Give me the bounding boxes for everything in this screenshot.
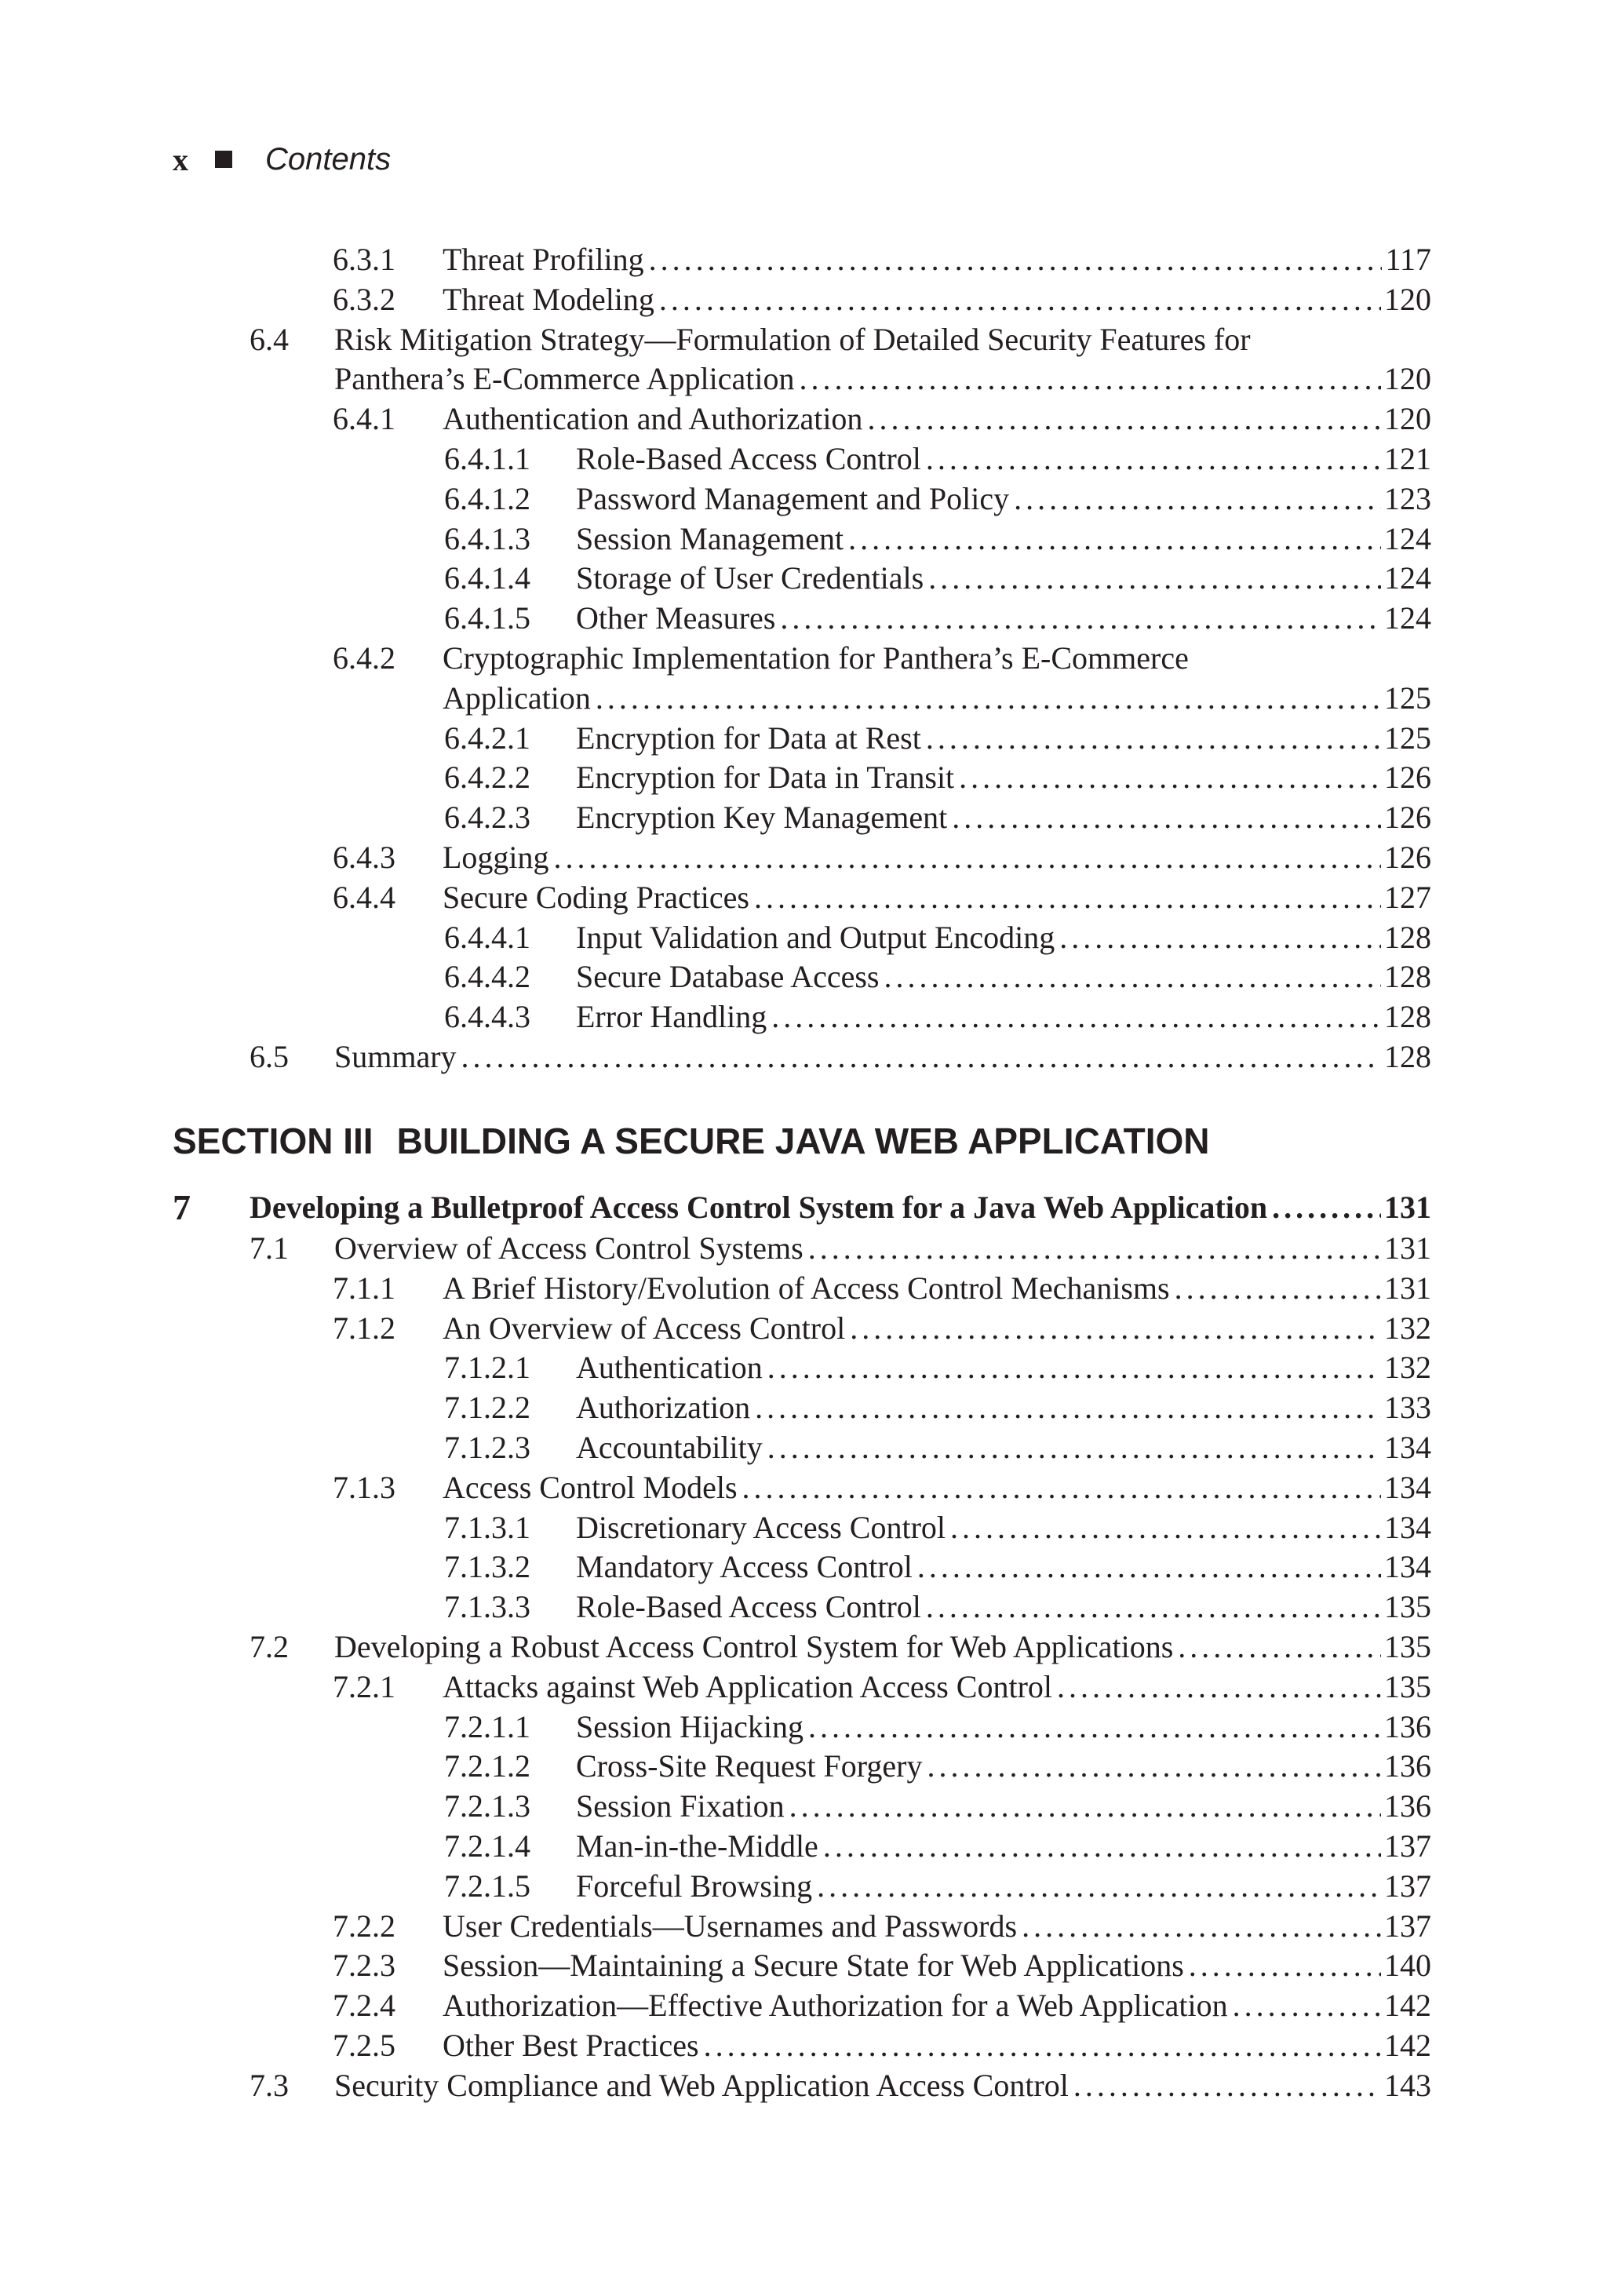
toc-entry-title: Authentication <box>576 1350 763 1386</box>
toc-entry[interactable] <box>0 997 1607 1037</box>
toc-entry-number: 7.1.2 <box>333 1310 395 1346</box>
toc-entry-page: 131 <box>1384 1270 1431 1306</box>
toc-entry-number: 6.4.2.2 <box>444 760 530 796</box>
toc-entry-page: 136 <box>1384 1748 1431 1784</box>
dot-leader <box>808 1229 1381 1268</box>
toc-entry-number: 7.2 <box>250 1629 289 1664</box>
toc-entry-title: Developing a Robust Access Control System for Web Applications <box>334 1629 1174 1664</box>
toc-entry-number: 7.1.2.1 <box>444 1350 530 1386</box>
toc-entry-title: A Brief History/Evolution of Access Control Mechanisms <box>443 1270 1170 1306</box>
toc-entry-page: 125 <box>1384 720 1431 756</box>
toc-entry-page: 123 <box>1384 480 1431 516</box>
dot-leader <box>926 1587 1381 1627</box>
toc-entry-page: 117 <box>1385 242 1431 277</box>
toc-entry-number: 6.4.2.3 <box>444 800 530 836</box>
toc-entry-title: Cryptographic Implementation for Panthera’s E-Commerce <box>443 640 1189 676</box>
toc-entry-page: 136 <box>1384 1788 1431 1824</box>
toc-entry-number: 6.4.4.2 <box>444 959 530 995</box>
toc-entry-page: 137 <box>1384 1908 1431 1944</box>
toc-entry-number: 7.2.4 <box>333 1988 395 2024</box>
toc-entry-number: 6.3.1 <box>333 242 395 277</box>
toc-entry[interactable] <box>0 1229 1607 1268</box>
toc-entry[interactable] <box>0 1269 1607 1308</box>
toc-entry-number: 7.2.1.4 <box>444 1828 530 1864</box>
toc-entry-page: 124 <box>1384 600 1431 636</box>
toc-entry-page: 128 <box>1384 959 1431 995</box>
toc-entry-page: 120 <box>1384 281 1431 317</box>
toc-entry-number: 7.2.3 <box>333 1948 395 1984</box>
toc-entry-page: 135 <box>1384 1629 1431 1664</box>
toc-entry[interactable] <box>0 838 1607 877</box>
square-bullet-icon <box>215 151 232 168</box>
toc-entry[interactable] <box>0 1907 1607 1946</box>
dot-leader <box>1272 1188 1381 1227</box>
toc-entry[interactable] <box>0 280 1607 319</box>
toc-entry[interactable] <box>0 1037 1607 1077</box>
chapter-entry[interactable] <box>0 1188 1607 1227</box>
dot-leader <box>1014 479 1381 519</box>
toc-entry-title: Authorization <box>576 1390 751 1426</box>
section-label: SECTION III <box>173 1121 374 1161</box>
toc-entry[interactable] <box>0 240 1607 279</box>
dot-leader <box>1022 1907 1381 1946</box>
toc-entry-number: 6.4.4 <box>333 879 395 915</box>
toc-entry-page: 126 <box>1384 800 1431 836</box>
toc-entry-number: 6.4.2.1 <box>444 720 530 756</box>
toc-entry-page: 133 <box>1384 1390 1431 1426</box>
toc-entry[interactable] <box>0 639 1607 678</box>
toc-entry-number: 7.2.1.2 <box>444 1748 530 1784</box>
dot-leader <box>704 2026 1381 2065</box>
toc-entry-title: Session—Maintaining a Secure State for Web Applications <box>443 1948 1184 1984</box>
toc-entry-page: 143 <box>1384 2067 1431 2103</box>
toc-entry-title: Threat Profiling <box>443 242 644 277</box>
dot-leader <box>780 599 1381 638</box>
toc-entry-page: 134 <box>1384 1549 1431 1585</box>
toc-entry-title: Role-Based Access Control <box>576 441 921 476</box>
toc-entry-title: Overview of Access Control Systems <box>334 1230 804 1266</box>
toc-entry-number: 6.4.1.1 <box>444 441 530 476</box>
toc-entry-page: 132 <box>1384 1350 1431 1386</box>
running-title: Contents <box>265 141 392 177</box>
toc-entry-page: 126 <box>1384 840 1431 875</box>
dot-leader <box>926 719 1381 758</box>
running-header <box>173 138 391 180</box>
toc-entry-title: Secure Database Access <box>576 959 880 995</box>
toc-entry-title: Other Measures <box>576 600 776 636</box>
dot-leader <box>1059 918 1381 957</box>
dot-leader <box>767 1348 1381 1387</box>
toc-entry[interactable] <box>0 439 1607 479</box>
toc-entry-number: 7.1.3 <box>333 1469 395 1505</box>
toc-entry[interactable] <box>0 1428 1607 1467</box>
toc-entry-number: 7.2.1 <box>333 1668 395 1704</box>
toc-entry-page: 137 <box>1384 1868 1431 1904</box>
dot-leader <box>823 1827 1381 1866</box>
toc-entry-page: 128 <box>1384 999 1431 1035</box>
toc-entry-title: Session Management <box>576 520 844 556</box>
toc-entry-number: 7.2.2 <box>333 1908 395 1944</box>
dot-leader <box>771 997 1381 1037</box>
toc-entry-title: An Overview of Access Control <box>443 1310 846 1346</box>
toc-entry-page: 125 <box>1384 680 1431 716</box>
dot-leader <box>952 798 1381 837</box>
toc-entry-title: Authentication and Authorization <box>443 401 863 437</box>
toc-entry-title: Accountability <box>576 1430 763 1465</box>
dot-leader <box>554 838 1381 877</box>
dot-leader <box>848 519 1381 559</box>
toc-entry-page: 128 <box>1384 1039 1431 1074</box>
toc-entry-page: 128 <box>1384 919 1431 955</box>
toc-entry[interactable] <box>0 1388 1607 1427</box>
toc-entry-title: Storage of User Credentials <box>576 560 924 596</box>
toc-entry-title: Forceful Browsing <box>576 1868 813 1904</box>
toc-entry-title: Input Validation and Output Encoding <box>576 919 1055 955</box>
toc-entry-number: 7.1.3.3 <box>444 1589 530 1625</box>
toc-entry[interactable] <box>0 1468 1607 1507</box>
toc-entry-page: 121 <box>1384 441 1431 476</box>
dot-leader <box>850 1309 1381 1348</box>
dot-leader <box>884 957 1381 997</box>
toc-entry[interactable] <box>0 1867 1607 1906</box>
toc-entry[interactable] <box>0 1587 1607 1627</box>
dot-leader <box>959 758 1381 797</box>
chapter-number: 7 <box>173 1187 191 1227</box>
toc-entry[interactable] <box>0 1547 1607 1587</box>
toc-entry-page: 142 <box>1384 1988 1431 2024</box>
toc-entry[interactable] <box>0 1309 1607 1348</box>
toc-entry[interactable] <box>0 320 1607 359</box>
toc-entry-number: 6.4 <box>250 321 289 357</box>
dot-leader <box>928 559 1381 598</box>
dot-leader <box>755 1388 1381 1427</box>
toc-entry-number: 7.1.1 <box>333 1270 395 1306</box>
toc-entry-title: Secure Coding Practices <box>443 879 749 915</box>
toc-entry-title: Mandatory Access Control <box>576 1549 913 1585</box>
toc-entry-page: 124 <box>1384 560 1431 596</box>
dot-leader <box>808 1707 1381 1747</box>
toc-entry-title: Error Handling <box>576 999 767 1035</box>
toc-entry[interactable] <box>0 798 1607 837</box>
toc-entry-title: Authorization—Effective Authorization for a Web Application <box>443 1988 1228 2024</box>
dot-leader <box>742 1468 1381 1507</box>
toc-entry-title: Role-Based Access Control <box>576 1589 921 1625</box>
toc-entry-number: 6.4.4.3 <box>444 999 530 1035</box>
toc-entry-number: 6.5 <box>250 1039 289 1074</box>
toc-entry-page: 140 <box>1384 1948 1431 1984</box>
toc-entry-page: 142 <box>1384 2028 1431 2063</box>
toc-entry-number: 6.4.1.4 <box>444 560 530 596</box>
toc-entry-title: Access Control Models <box>443 1469 738 1505</box>
toc-entry-title: Attacks against Web Application Access Control <box>443 1668 1053 1704</box>
toc-entry-title: Panthera’s E-Commerce Application <box>334 361 795 397</box>
toc-entry-title: Threat Modeling <box>443 281 654 317</box>
toc-entry-page: 126 <box>1384 760 1431 796</box>
toc-entry[interactable] <box>0 1946 1607 1985</box>
toc-entry-title: Summary <box>334 1039 457 1074</box>
toc-entry[interactable] <box>0 1787 1607 1826</box>
dot-leader <box>1178 1627 1381 1667</box>
toc-entry[interactable] <box>0 1747 1607 1786</box>
toc-entry[interactable] <box>0 719 1607 758</box>
toc-entry[interactable] <box>0 2066 1607 2105</box>
toc-entry-title: Password Management and Policy <box>576 480 1010 516</box>
toc-entry-page: 124 <box>1384 520 1431 556</box>
toc-entry-number: 7.1.2.2 <box>444 1390 530 1426</box>
toc-entry-page: 137 <box>1384 1828 1431 1864</box>
toc-entry-page: 127 <box>1384 879 1431 915</box>
toc-entry-title: User Credentials—Usernames and Passwords <box>443 1908 1018 1944</box>
dot-leader <box>1175 1269 1381 1308</box>
toc-entry[interactable] <box>0 918 1607 957</box>
dot-leader <box>789 1787 1381 1826</box>
dot-leader <box>817 1867 1381 1906</box>
toc-entry-page: 132 <box>1384 1310 1431 1346</box>
toc-entry-number: 7.2.1.5 <box>444 1868 530 1904</box>
toc-entry-number: 7.1.3.1 <box>444 1509 530 1545</box>
toc-entry-page: 136 <box>1384 1708 1431 1744</box>
toc-entry-title: Session Hijacking <box>576 1708 804 1744</box>
dot-leader <box>926 439 1381 479</box>
dot-leader <box>917 1547 1381 1587</box>
toc-entry-number: 7.2.5 <box>333 2028 395 2063</box>
toc-entry-number: 7.2.1.3 <box>444 1788 530 1824</box>
dot-leader <box>659 280 1381 319</box>
toc-entry-page: 131 <box>1384 1230 1431 1266</box>
toc-entry-page: 120 <box>1384 401 1431 437</box>
toc-entry-number: 7.1.3.2 <box>444 1549 530 1585</box>
toc-entry-number: 6.4.1 <box>333 401 395 437</box>
dot-leader <box>800 359 1381 399</box>
toc-entry[interactable] <box>0 559 1607 598</box>
toc-entry-number: 7.1.2.3 <box>444 1430 530 1465</box>
chapter-page: 131 <box>1384 1190 1431 1225</box>
toc-entry-title: Discretionary Access Control <box>576 1509 946 1545</box>
dot-leader <box>1233 1986 1381 2025</box>
toc-entry[interactable] <box>0 758 1607 797</box>
toc-entry-page: 134 <box>1384 1469 1431 1505</box>
toc-entry-page: 134 <box>1384 1509 1431 1545</box>
toc-entry-title: Encryption for Data at Rest <box>576 720 921 756</box>
chapter-title: Developing a Bulletproof Access Control System for a Java Web Application <box>250 1190 1268 1225</box>
toc-entry[interactable] <box>0 1627 1607 1667</box>
toc-entry-number: 6.4.1.3 <box>444 520 530 556</box>
section-heading <box>173 1117 1209 1164</box>
toc-entry[interactable] <box>0 957 1607 997</box>
toc-entry-page: 135 <box>1384 1589 1431 1625</box>
toc-entry[interactable] <box>0 1508 1607 1547</box>
toc-entry-number: 7.3 <box>250 2067 289 2103</box>
dot-leader <box>754 878 1381 917</box>
dot-leader <box>1189 1946 1381 1985</box>
toc-entry-number: 6.4.4.1 <box>444 919 530 955</box>
toc-entry-title: Security Compliance and Web Application Access Control <box>334 2067 1069 2103</box>
toc-entry-title: Other Best Practices <box>443 2028 699 2063</box>
dot-leader <box>867 399 1381 439</box>
dot-leader <box>461 1037 1381 1077</box>
dot-leader <box>950 1508 1381 1547</box>
toc-entry[interactable] <box>0 1707 1607 1747</box>
toc-entry-title: Application <box>443 680 591 716</box>
dot-leader <box>1073 2066 1381 2105</box>
toc-entry[interactable] <box>0 359 1607 399</box>
toc-entry[interactable] <box>0 599 1607 638</box>
page-number: x <box>173 141 188 177</box>
toc-entry-title: Session Fixation <box>576 1788 785 1824</box>
toc-entry-number: 7.1 <box>250 1230 289 1266</box>
toc-entry[interactable] <box>0 479 1607 519</box>
toc-entry-page: 120 <box>1384 361 1431 397</box>
toc-entry[interactable] <box>0 1827 1607 1866</box>
toc-entry[interactable] <box>0 679 1607 718</box>
toc-entry-number: 6.3.2 <box>333 281 395 317</box>
section-title: BUILDING A SECURE JAVA WEB APPLICATION <box>396 1121 1210 1161</box>
toc-entry-title: Man-in-the-Middle <box>576 1828 818 1864</box>
toc-entry-title: Encryption Key Management <box>576 800 948 836</box>
toc-entry-page: 134 <box>1384 1430 1431 1465</box>
toc-entry-page: 135 <box>1384 1668 1431 1704</box>
dot-leader <box>649 240 1383 279</box>
toc-entry-title: Encryption for Data in Transit <box>576 760 955 796</box>
toc-entry[interactable] <box>0 2026 1607 2065</box>
toc-entry[interactable] <box>0 1667 1607 1707</box>
toc-entry[interactable] <box>0 878 1607 917</box>
toc-entry-number: 6.4.2 <box>333 640 395 676</box>
toc-entry[interactable] <box>0 1348 1607 1387</box>
toc-entry-title: Risk Mitigation Strategy—Formulation of Detailed Security Features for <box>334 321 1251 357</box>
toc-entry[interactable] <box>0 399 1607 439</box>
toc-entry-title: Logging <box>443 840 549 875</box>
toc-entry[interactable] <box>0 1986 1607 2025</box>
toc-entry-number: 6.4.3 <box>333 840 395 875</box>
toc-entry-number: 7.2.1.1 <box>444 1708 530 1744</box>
dot-leader <box>767 1428 1381 1467</box>
dot-leader <box>1057 1667 1381 1707</box>
toc-entry-title: Cross-Site Request Forgery <box>576 1748 923 1784</box>
toc-entry-number: 6.4.1.2 <box>444 480 530 516</box>
toc-entry[interactable] <box>0 519 1607 559</box>
toc-entry-number: 6.4.1.5 <box>444 600 530 636</box>
dot-leader <box>596 679 1381 718</box>
dot-leader <box>927 1747 1381 1786</box>
